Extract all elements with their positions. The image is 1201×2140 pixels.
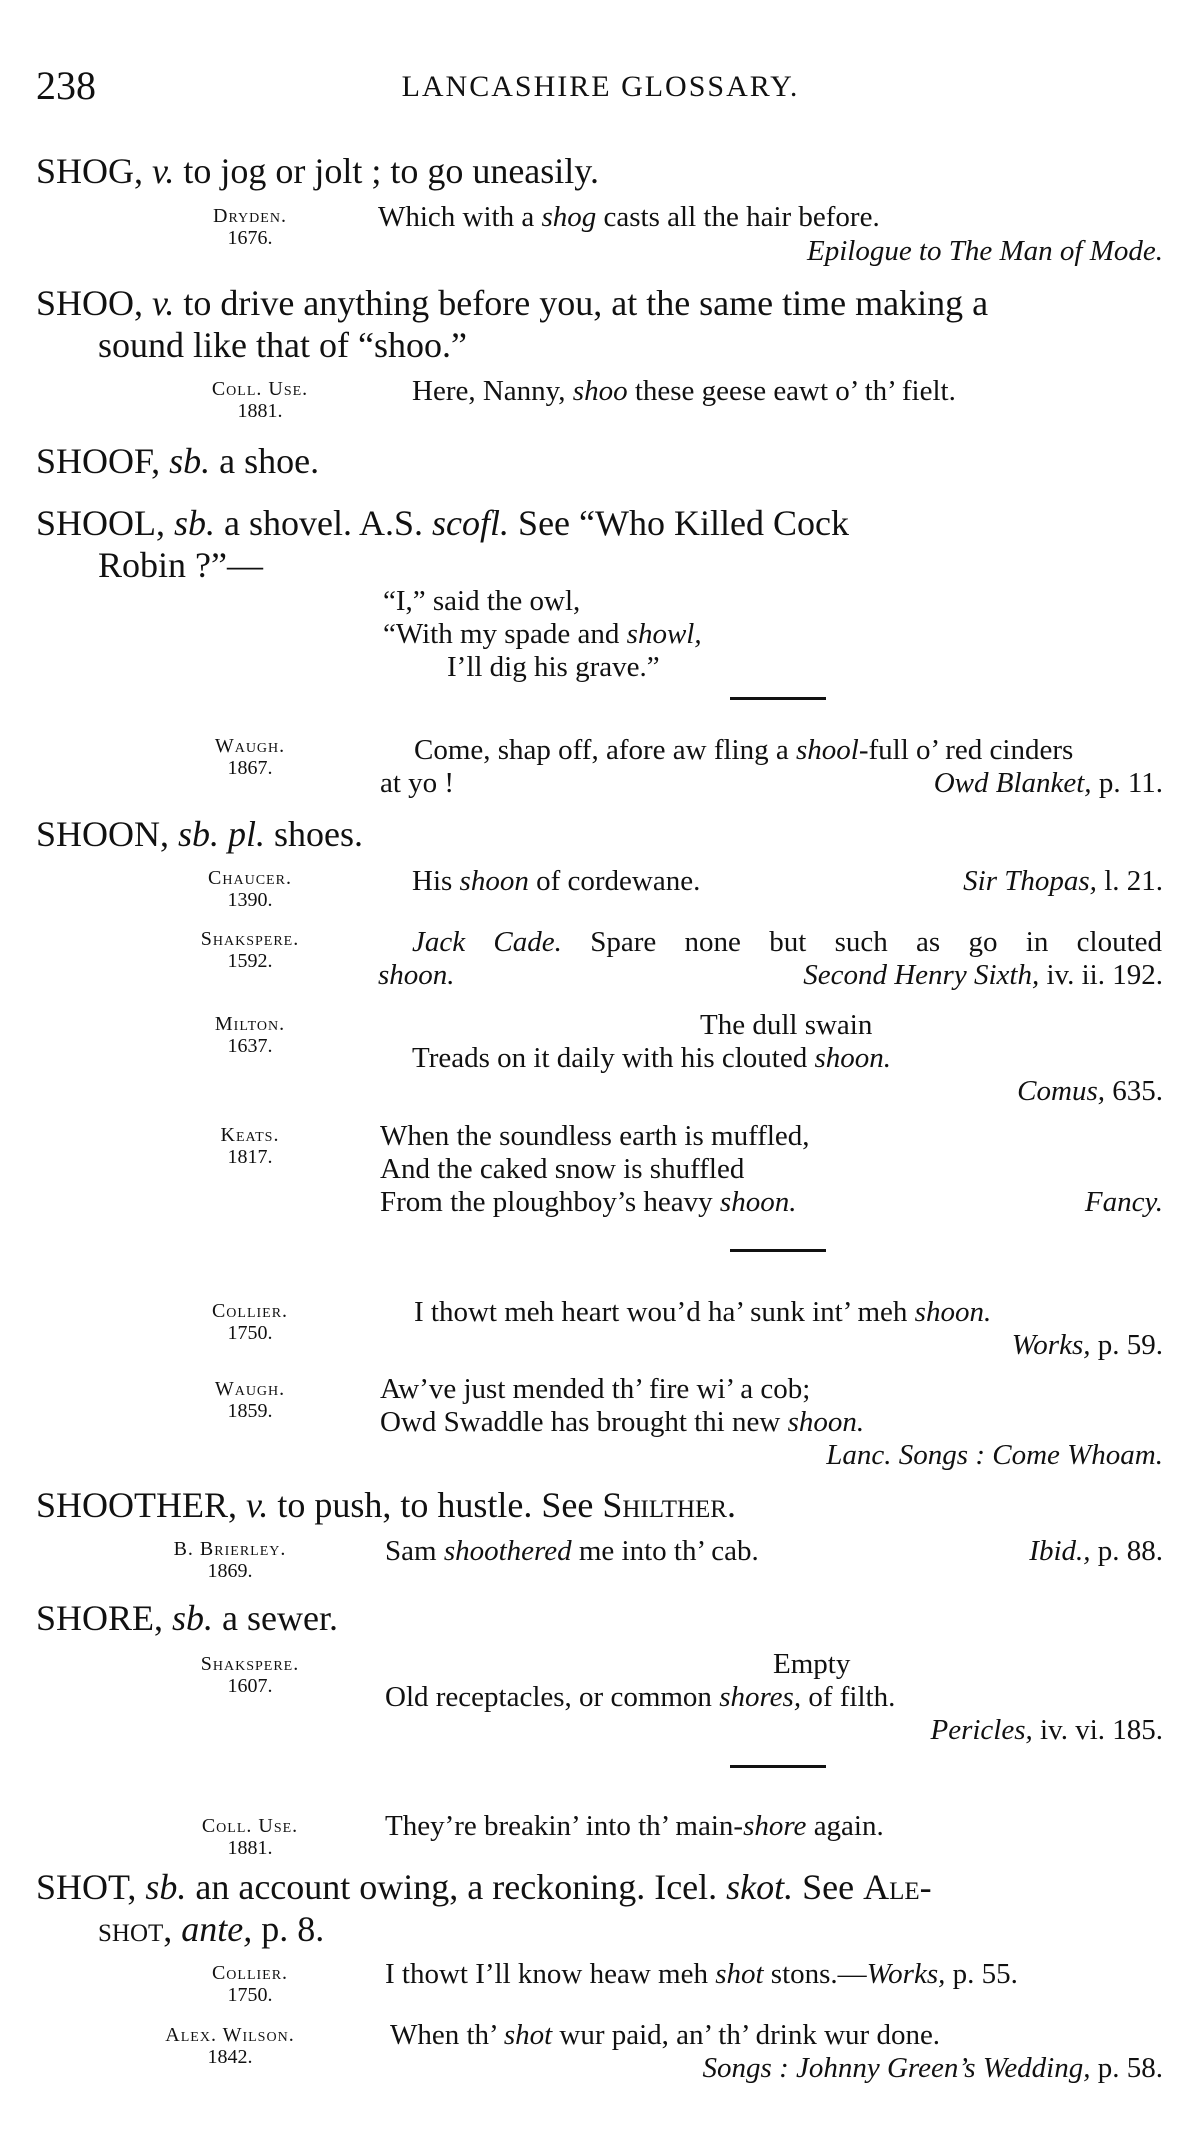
verse-line: “With my spade and showl, [383, 618, 702, 650]
entry-shoon-headline: SHOON, sb. pl. shoes. [36, 814, 364, 854]
section-rule [730, 1249, 826, 1252]
entry-shool-headline: SHOOL, sb. a shovel. A.S. scofl. See “Who Killed Cock [36, 503, 849, 543]
verse-line: From the ploughboy’s heavy shoon. [380, 1186, 797, 1218]
citation-author: Coll. Use. 1881. [201, 1815, 299, 1859]
entry-shog-headline [36, 150, 1166, 192]
headword: SHOG, [36, 151, 144, 191]
entry-shot-headline: SHOT, sb. an account owing, a reckoning. Icel. skot. See Ale- [36, 1867, 932, 1907]
citation-author: Collier. 1750. [211, 1962, 289, 2006]
quotation: Sam shoothered me into th’ cab. [385, 1535, 759, 1567]
quotation: I thowt meh heart wou’d ha’ sunk int’ meh shoon. [414, 1296, 992, 1328]
entry-shoother-headline: SHOOTHER, v. to push, to hustle. See Shilther. [36, 1485, 736, 1525]
verse-line: Aw’ve just mended th’ fire wi’ a cob; [380, 1373, 811, 1405]
part-of-speech: v. [152, 151, 175, 191]
page-header [36, 62, 1165, 112]
entry-shool-continuation: Robin ?”— [98, 545, 263, 585]
quotation: Jack Cade. Spare none but such as go in clouted [412, 926, 1163, 958]
quotation-line: at yo ! [380, 767, 455, 799]
citation-author: Keats. 1817. [220, 1124, 280, 1168]
citation-author: Dryden. 1676. [150, 205, 350, 249]
citation-author: Coll. Use. 1881. [211, 378, 309, 422]
entry-shoo-continuation: sound like that of “shoo.” [98, 325, 467, 365]
entry-shot-continuation: shot, ante, p. 8. [98, 1909, 325, 1949]
citation-year: 1676. [227, 227, 273, 249]
citation-author: B. Brierley. 1869. [173, 1538, 287, 1582]
quotation: Come, shap off, afore aw fling a shool-full o’ red cinders [414, 734, 1074, 766]
entry-shore-headline: SHORE, sb. a sewer. [36, 1598, 338, 1638]
quotation: They’re breakin’ into th’ main-shore again. [385, 1810, 884, 1842]
verse-line: Treads on it daily with his clouted shoon. [412, 1042, 892, 1074]
citation-author: Waugh. 1867. [214, 735, 286, 779]
verse-line: When the soundless earth is muffled, [380, 1120, 810, 1152]
citation-source: Lanc. Songs : Come Whoam. [826, 1439, 1163, 1471]
citation-author: Alex. Wilson. 1842. [165, 2024, 295, 2068]
verse-line: Old receptacles, or common shores, of filth. [385, 1681, 896, 1713]
cross-reference: Ale- [863, 1867, 932, 1907]
verse-line: And the caked snow is shuffled [380, 1153, 745, 1185]
section-rule [730, 1765, 826, 1768]
citation-author: Milton. 1637. [214, 1013, 286, 1057]
citation-author: Collier. 1750. [211, 1300, 289, 1344]
citation-source: Sir Thopas, l. 21. [963, 865, 1163, 897]
quotation: When th’ shot wur paid, an’ th’ drink wur done. [390, 2019, 941, 2051]
citation-source: Owd Blanket, p. 11. [933, 767, 1163, 799]
cross-reference: Shilther. [602, 1485, 736, 1525]
citation-source: Comus, 635. [1017, 1075, 1163, 1107]
verse-line: “I,” said the owl, [383, 585, 581, 617]
quotation: His shoon of cordewane. [412, 865, 701, 897]
citation-source: Ibid., p. 88. [1029, 1535, 1163, 1567]
definition: to jog or jolt ; to go uneasily. [183, 151, 599, 191]
quotation: Here, Nanny, shoo these geese eawt o’ th’ fielt. [412, 375, 956, 407]
verse-line: Owd Swaddle has brought thi new shoon. [380, 1406, 865, 1438]
page-number: 238 [36, 63, 96, 108]
quotation-line: shoon. [378, 959, 455, 991]
citation-source: Pericles, iv. vi. 185. [930, 1714, 1163, 1746]
verse-line: I’ll dig his grave.” [447, 651, 660, 683]
citation-source: Songs : Johnny Green’s Wedding, p. 58. [702, 2052, 1163, 2084]
citation-source: Second Henry Sixth, iv. ii. 192. [803, 959, 1163, 991]
citation-author: Shakspere. 1592. [200, 928, 300, 972]
running-title: LANCASHIRE GLOSSARY. [401, 70, 800, 103]
citation-author: Waugh. 1859. [214, 1378, 286, 1422]
entry-shoo-headline: SHOO, v. to drive anything before you, at the same time making a [36, 283, 989, 323]
section-rule [730, 697, 826, 700]
verse-line: Empty [773, 1648, 851, 1680]
citation-author: Chaucer. 1390. [208, 867, 292, 911]
citation-source: Fancy. [1084, 1186, 1163, 1218]
citation-author: Shakspere. 1607. [200, 1653, 300, 1697]
quotation: I thowt I’ll know heaw meh shot stons.—Works, p. 55. [385, 1958, 1018, 1990]
citation-source: Works, p. 59. [1011, 1329, 1163, 1361]
quotation: Which with a shog casts all the hair before. [378, 201, 880, 233]
citation-source: Epilogue to The Man of Mode. [806, 235, 1163, 267]
verse-line: The dull swain [700, 1009, 873, 1041]
entry-shoof-headline: SHOOF, sb. a shoe. [36, 441, 320, 481]
